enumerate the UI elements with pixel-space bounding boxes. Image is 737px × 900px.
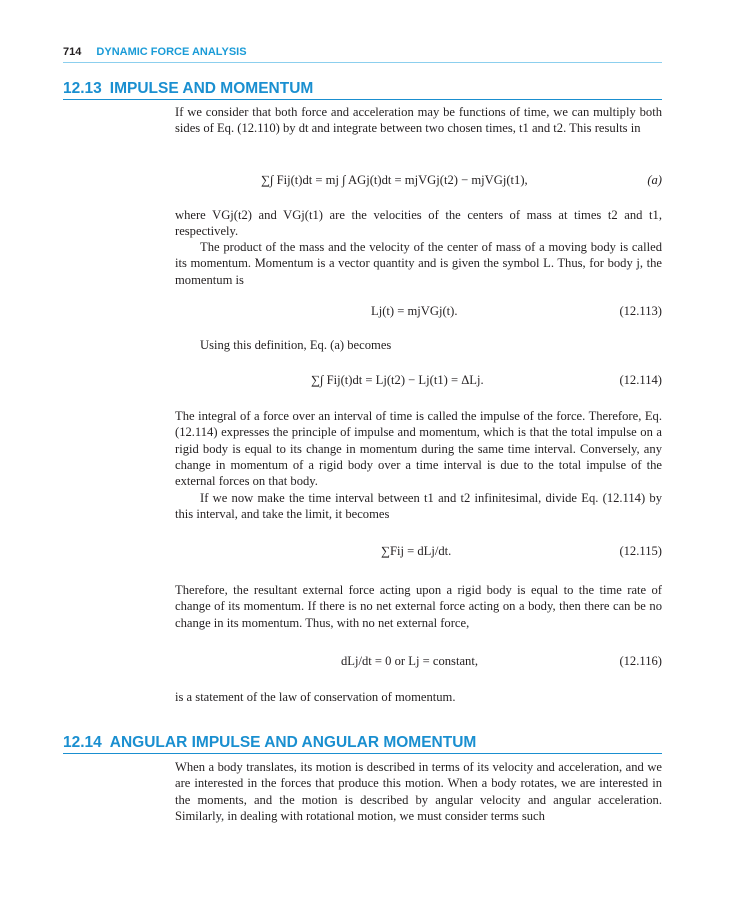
equation-body: ∑Fij = dLj/dt. bbox=[381, 543, 452, 558]
paragraph-text: If we now make the time interval between t1 and t2 infinitesimal, divide Eq. (12.114) by this interval, and take the limit, it becomes bbox=[175, 491, 662, 522]
header-rule bbox=[63, 62, 662, 63]
section-number: 12.14 bbox=[63, 734, 102, 751]
equation-body: ∑∫ Fij(t)dt = mj ∫ AGj(t)dt = mjVGj(t2) − mjVGj(t1), bbox=[261, 172, 528, 187]
paragraph-text: is a statement of the law of conservation of momentum. bbox=[175, 690, 456, 704]
paragraph-text: When a body translates, its motion is described in terms of its velocity and acceleration, and we are interested in the forces that produce this motion. When a body rotates, we are interested in the moments, and the motion is described by angular velocity and angular acceleration. Similarly, in dealing with rotational motion, we must consider terms such bbox=[175, 760, 662, 823]
section-title: IMPULSE AND MOMENTUM bbox=[109, 80, 314, 97]
paragraph-text: The integral of a force over an interval of time is called the impulse of the force. Therefore, Eq. (12.114) expresses the principle of impulse and momentum, which is that the total impulse on a rigid body is equal to its change in momentum during the same time interval. Conversely, any change in momentum of a rigid body over a time interval is due to the total impulse of the external forces on that body. bbox=[175, 409, 662, 489]
equation-12-113 bbox=[175, 297, 662, 325]
equation-tag: (12.113) bbox=[619, 303, 662, 318]
paragraph-5 bbox=[175, 408, 662, 489]
equation-a bbox=[175, 166, 662, 194]
paragraph-7 bbox=[175, 582, 662, 631]
section-heading-12-13 bbox=[63, 79, 662, 100]
chapter-title: DYNAMIC FORCE ANALYSIS bbox=[96, 46, 247, 58]
equation-tag: (12.115) bbox=[619, 543, 662, 558]
paragraph-12-14-1 bbox=[175, 759, 662, 824]
section-title: ANGULAR IMPULSE AND ANGULAR MOMENTUM bbox=[109, 734, 477, 751]
equation-tag: (12.116) bbox=[619, 653, 662, 668]
equation-body: ∑∫ Fij(t)dt = Lj(t2) − Lj(t1) = ΔLj. bbox=[311, 372, 484, 387]
equation-12-114 bbox=[175, 366, 662, 394]
paragraph-4 bbox=[175, 337, 662, 353]
paragraph-2 bbox=[175, 207, 662, 240]
equation-body: Lj(t) = mjVGj(t). bbox=[371, 303, 458, 318]
paragraph-1 bbox=[175, 104, 662, 137]
paragraph-6 bbox=[175, 490, 662, 523]
paragraph-text: If we consider that both force and acceleration may be functions of time, we can multiply both sides of Eq. (12.110) by dt and integrate between two chosen times, t1 and t2. This results in bbox=[175, 105, 662, 136]
equation-tag: (a) bbox=[647, 172, 662, 187]
equation-tag: (12.114) bbox=[619, 372, 662, 387]
paragraph-text: where VGj(t2) and VGj(t1) are the velocities of the centers of mass at times t2 and t1, respectively. bbox=[175, 208, 662, 239]
section-heading-12-14 bbox=[63, 733, 662, 754]
equation-body: dLj/dt = 0 or Lj = constant, bbox=[341, 653, 478, 668]
paragraph-text: Using this definition, Eq. (a) becomes bbox=[200, 338, 392, 352]
equation-12-116 bbox=[175, 647, 662, 675]
paragraph-text: The product of the mass and the velocity of the center of mass of a moving body is called its momentum. Momentum is a vector quantity and is given the symbol L. Thus, for body j, the momentum is bbox=[175, 240, 662, 287]
equation-12-115 bbox=[175, 537, 662, 565]
paragraph-text: Therefore, the resultant external force acting upon a rigid body is equal to the time rate of change of its momentum. If there is no net external force acting on a body, then there can be no change in its momentum. Thus, with no net external force, bbox=[175, 583, 662, 630]
paragraph-8 bbox=[175, 689, 662, 705]
paragraph-3 bbox=[175, 239, 662, 288]
page-number: 714 bbox=[63, 46, 82, 58]
section-number: 12.13 bbox=[63, 80, 102, 97]
